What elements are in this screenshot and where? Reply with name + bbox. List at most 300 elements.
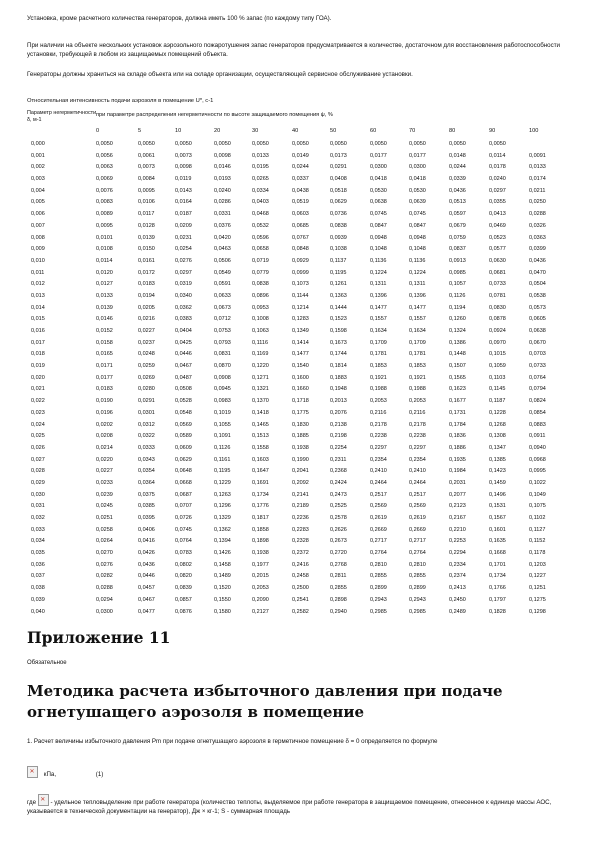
- table-cell: 0,1921: [409, 374, 426, 381]
- table-cell: 0,0783: [175, 550, 192, 557]
- row-param-cell: 0,016: [31, 328, 45, 334]
- table-cell: 0,0288: [96, 585, 113, 592]
- table-row: [0, 374, 595, 386]
- table-cell: 0,0343: [138, 456, 155, 463]
- table-cell: 0,1152: [529, 538, 546, 545]
- table-cell: 0,2354: [409, 456, 426, 463]
- row-param-cell: 0,024: [31, 421, 45, 428]
- table-cell: 0,0759: [449, 234, 466, 241]
- table-cell: 0,1988: [409, 386, 426, 393]
- table-cell: 0,1275: [529, 596, 546, 603]
- table-cell: 0,0150: [138, 246, 155, 253]
- table-cell: 0,1513: [252, 433, 269, 440]
- row-param-cell: 0,015: [31, 316, 45, 323]
- table-cell: 0,0532: [252, 222, 269, 229]
- paragraph-storage: Генераторы должны храниться на складе объекта или на складе организации, осуществляющей сервисное обслуживание установки.: [27, 71, 413, 78]
- table-cell: 0,0403: [252, 199, 269, 206]
- table-cell: 0,0638: [529, 328, 546, 334]
- table-cell: 0,0591: [214, 281, 231, 288]
- row-param-cell: 0,001: [31, 152, 45, 159]
- row-param-cell: 0,017: [31, 339, 45, 346]
- table-cell: 0,0629: [175, 456, 192, 463]
- table-cell: 0,2458: [292, 573, 309, 580]
- table-cell: 0,2985: [370, 608, 387, 615]
- table-cell: 0,0254: [175, 246, 192, 253]
- table-cell: 0,0406: [138, 526, 155, 533]
- table-cell: 0,1781: [370, 351, 387, 358]
- table-cell: 0,1580: [214, 608, 231, 615]
- table-cell: 0,0337: [292, 176, 309, 183]
- table-cell: 0,1386: [449, 339, 466, 346]
- table-row: [0, 572, 595, 584]
- table-cell: 0,0970: [489, 339, 506, 346]
- table-row: [0, 432, 595, 444]
- table-cell: 0,0467: [138, 596, 155, 603]
- table-cell: 0,2673: [330, 538, 347, 545]
- table-cell: 0,0847: [370, 222, 387, 229]
- row-param-cell: 0,002: [31, 164, 45, 171]
- table-cell: 0,0073: [175, 152, 192, 159]
- table-cell: 0,2898: [330, 596, 347, 603]
- table-cell: 0,0098: [214, 152, 231, 159]
- table-cell: 0,2013: [330, 398, 347, 405]
- row-param-cell: 0,020: [31, 374, 45, 381]
- table-cell: 0,0127: [96, 281, 113, 288]
- table-cell: 0,0399: [529, 246, 546, 253]
- table-cell: 0,2619: [370, 515, 387, 521]
- table-cell: 0,0870: [214, 363, 231, 370]
- table-cell: 0,0736: [330, 211, 347, 218]
- table-cell: 0,1558: [252, 444, 269, 451]
- table-row: [0, 549, 595, 561]
- row-param-cell: 0,028: [31, 468, 45, 475]
- table-cell: 0,1766: [489, 585, 506, 592]
- table-cell: 0,0174: [529, 176, 546, 183]
- table-cell: 0,0418: [409, 176, 426, 183]
- table-cell: 0,1127: [529, 526, 546, 533]
- table-cell: 0,0940: [529, 444, 546, 451]
- table-cell: 0,0519: [292, 199, 309, 206]
- table-cell: 0,1603: [252, 456, 269, 463]
- table-cell: 0,0133: [96, 292, 113, 299]
- table-cell: 0,0589: [175, 433, 192, 440]
- table-cell: 0,2116: [370, 409, 387, 416]
- table-cell: 0,1781: [409, 351, 426, 358]
- table-cell: 0,1324: [449, 328, 466, 334]
- column-header: 100: [529, 128, 539, 134]
- column-header: 30: [252, 128, 259, 134]
- table-row: [0, 152, 595, 164]
- table-cell: 0,0300: [409, 164, 426, 171]
- table-cell: 0,0518: [330, 187, 347, 194]
- table-cell: 0,2473: [330, 491, 347, 498]
- table-cell: 0,0106: [138, 199, 155, 206]
- table-cell: 0,1103: [489, 374, 506, 381]
- row-param-cell: 0,039: [31, 596, 45, 603]
- table-cell: 0,0139: [96, 304, 113, 311]
- table-cell: 0,2500: [292, 585, 309, 592]
- table-cell: 0,1701: [489, 561, 506, 568]
- table-row: [0, 327, 595, 339]
- table-cell: 0,0245: [96, 503, 113, 510]
- table-cell: 0,1091: [214, 433, 231, 440]
- table-cell: 0,1709: [409, 339, 426, 346]
- table-cell: 0,1396: [370, 292, 387, 299]
- table-cell: 0,1362: [214, 526, 231, 533]
- table-cell: 0,0050: [449, 141, 466, 147]
- table-cell: 0,0469: [489, 222, 506, 229]
- table-cell: 0,0596: [252, 234, 269, 241]
- table-cell: 0,2464: [409, 479, 426, 486]
- table-cell: 0,0193: [214, 176, 231, 183]
- table-cell: 0,0876: [175, 608, 192, 615]
- table-cell: 0,0878: [489, 316, 506, 323]
- table-cell: 0,2489: [449, 608, 466, 615]
- table-cell: 0,0837: [449, 246, 466, 253]
- table-cell: 0,0436: [449, 187, 466, 194]
- table-cell: 0,0733: [489, 281, 506, 288]
- table-cell: 0,2178: [370, 421, 387, 428]
- table-cell: 0,1921: [370, 374, 387, 381]
- table-cell: 0,0630: [489, 257, 506, 264]
- table-cell: 0,0569: [175, 421, 192, 428]
- table-cell: 0,0056: [96, 152, 113, 159]
- table-cell: 0,0679: [449, 222, 466, 229]
- formula-unit: кПа,: [43, 771, 57, 778]
- table-cell: 0,0280: [138, 386, 155, 393]
- row-param-cell: 0,040: [31, 608, 45, 615]
- table-cell: 0,1634: [409, 328, 426, 334]
- table-cell: 0,0468: [252, 211, 269, 218]
- table-cell: 0,0083: [96, 199, 113, 206]
- table-cell: 0,0288: [529, 211, 546, 218]
- table-cell: 0,2810: [409, 561, 426, 568]
- table-cell: 0,0767: [292, 234, 309, 241]
- table-cell: 0,0687: [175, 491, 192, 498]
- table-cell: 0,2141: [292, 491, 309, 498]
- table-cell: 0,0605: [529, 316, 546, 323]
- table-cell: 0,0211: [529, 187, 546, 194]
- table-cell: 0,2899: [409, 585, 426, 592]
- table-cell: 0,0985: [449, 269, 466, 276]
- table-row: [0, 421, 595, 433]
- table-cell: 0,0395: [138, 515, 155, 521]
- table-row: [0, 596, 595, 608]
- table-cell: 0,2943: [409, 596, 426, 603]
- table-cell: 0,0929: [292, 257, 309, 264]
- table-cell: 0,0948: [370, 234, 387, 241]
- table-cell: 0,0883: [529, 421, 546, 428]
- table-cell: 0,1673: [330, 339, 347, 346]
- row-param-cell: 0,022: [31, 398, 45, 405]
- table-cell: 0,1459: [489, 479, 506, 486]
- table-cell: 0,0726: [175, 515, 192, 521]
- row-param-cell: 0,005: [31, 199, 45, 206]
- table-cell: 0,0802: [175, 561, 192, 568]
- table-row: [0, 163, 595, 175]
- table-cell: 0,2768: [330, 561, 347, 568]
- table-cell: 0,0438: [292, 187, 309, 194]
- table-row: [0, 362, 595, 374]
- table-cell: 0,0838: [330, 222, 347, 229]
- row-param-cell: 0,007: [31, 222, 45, 229]
- table-cell: 0,0128: [138, 222, 155, 229]
- row-param-cell: 0,029: [31, 479, 45, 486]
- table-cell: 0,0195: [252, 164, 269, 171]
- table-cell: 0,1984: [449, 468, 466, 475]
- table-cell: 0,1311: [409, 281, 426, 288]
- table-cell: 0,1988: [370, 386, 387, 393]
- table-cell: 0,0983: [214, 398, 231, 405]
- table-cell: 0,0208: [96, 433, 113, 440]
- table-cell: 0,0120: [96, 269, 113, 276]
- row-param-cell: 0,018: [31, 351, 45, 358]
- table-cell: 0,1709: [370, 339, 387, 346]
- table-cell: 0,0830: [489, 304, 506, 311]
- row-param-cell: 0,019: [31, 363, 45, 370]
- table-cell: 0,0363: [529, 234, 546, 241]
- table-cell: 0,0745: [409, 211, 426, 218]
- table-cell: 0,1557: [370, 316, 387, 323]
- table-cell: 0,0297: [489, 187, 506, 194]
- table-cell: 0,1263: [214, 491, 231, 498]
- table-cell: 0,1565: [449, 374, 466, 381]
- table-cell: 0,1520: [214, 585, 231, 592]
- table-cell: 0,0237: [138, 339, 155, 346]
- table-cell: 0,0670: [529, 339, 546, 346]
- table-cell: 0,2416: [292, 561, 309, 568]
- table-cell: 0,0050: [292, 141, 309, 147]
- table-cell: 0,0416: [138, 538, 155, 545]
- symbol-image-icon: [38, 794, 49, 806]
- table-cell: 0,0244: [449, 164, 466, 171]
- table-cell: 0,0291: [330, 164, 347, 171]
- appendix-title: Приложение 11: [27, 628, 171, 647]
- table-cell: 0,0139: [138, 234, 155, 241]
- table-cell: 0,2328: [292, 538, 309, 545]
- table-cell: 0,0824: [529, 398, 546, 405]
- table-cell: 0,0355: [489, 199, 506, 206]
- table-row: [0, 210, 595, 222]
- table-cell: 0,0108: [96, 246, 113, 253]
- table-cell: 0,1311: [370, 281, 387, 288]
- table-cell: 0,1883: [330, 374, 347, 381]
- table-cell: 0,0603: [292, 211, 309, 218]
- column-header: 90: [489, 128, 496, 134]
- table-cell: 0,1187: [489, 398, 506, 405]
- table-cell: 0,0251: [96, 515, 113, 521]
- table-cell: 0,2178: [409, 421, 426, 428]
- table-cell: 0,1228: [489, 409, 506, 416]
- table-cell: 0,2077: [449, 491, 466, 498]
- table-cell: 0,2541: [292, 596, 309, 603]
- row-param-cell: 0,026: [31, 444, 45, 451]
- table-cell: 0,0857: [175, 596, 192, 603]
- table-cell: 0,1660: [292, 386, 309, 393]
- table-cell: 0,1203: [529, 561, 546, 568]
- row-param-cell: 0,037: [31, 573, 45, 580]
- table-row: [0, 608, 595, 620]
- table-cell: 0,1298: [529, 608, 546, 615]
- paragraph-reserve: Установка, кроме расчетного количества генераторов, должна иметь 100 % запас (по каждому типу ГОА).: [27, 15, 332, 22]
- table-cell: 0,0685: [292, 222, 309, 229]
- table-cell: 0,2090: [252, 596, 269, 603]
- table-cell: 0,0050: [252, 141, 269, 147]
- table-cell: 0,2619: [409, 515, 426, 521]
- table-cell: 0,1268: [489, 421, 506, 428]
- table-cell: 0,0177: [409, 152, 426, 159]
- table-cell: 0,0084: [138, 176, 155, 183]
- table-cell: 0,1776: [252, 503, 269, 510]
- table-cell: 0,0050: [370, 141, 387, 147]
- table-row: [0, 140, 595, 152]
- formula-line: [27, 766, 103, 778]
- table-cell: 0,1418: [252, 409, 269, 416]
- table-cell: 0,2424: [330, 479, 347, 486]
- table-cell: 0,2810: [370, 561, 387, 568]
- table-cell: 0,2517: [370, 491, 387, 498]
- table-cell: 0,0364: [138, 479, 155, 486]
- row-param-cell: 0,009: [31, 246, 45, 253]
- table-cell: 0,0269: [138, 374, 155, 381]
- table-cell: 0,0376: [214, 222, 231, 229]
- table-cell: 0,0301: [138, 409, 155, 416]
- table-cell: 0,1224: [409, 269, 426, 276]
- table-row: [0, 584, 595, 596]
- table-cell: 0,0793: [214, 339, 231, 346]
- table-cell: 0,0597: [449, 211, 466, 218]
- table-cell: 0,2943: [370, 596, 387, 603]
- table-cell: 0,0073: [138, 164, 155, 171]
- table-cell: 0,1550: [214, 596, 231, 603]
- table-cell: 0,1251: [529, 585, 546, 592]
- paragraph-multiple-units: При наличии на объекте нескольких установок аэрозольного пожаротушения запас генераторов предусматривается в количестве, достаточном для восстановления работоспособности установки, требующей в любом из защищаемых помещений объекта.: [27, 42, 560, 58]
- table-cell: 0,1477: [292, 351, 309, 358]
- table-cell: 0,1458: [214, 561, 231, 568]
- table-row: [0, 537, 595, 549]
- table-cell: 0,0638: [370, 199, 387, 206]
- table-row: [0, 385, 595, 397]
- table-cell: 0,0339: [449, 176, 466, 183]
- table-cell: 0,0948: [409, 234, 426, 241]
- table-cell: 0,1814: [330, 363, 347, 370]
- table-cell: 0,1938: [292, 444, 309, 451]
- table-cell: 0,2311: [330, 456, 347, 463]
- table-cell: 0,1161: [214, 456, 231, 463]
- table-cell: 0,1169: [252, 351, 269, 358]
- table-cell: 0,0171: [96, 363, 113, 370]
- table-cell: 0,1178: [529, 550, 546, 557]
- table-cell: 0,1194: [449, 304, 466, 311]
- table-cell: 0,0375: [138, 491, 155, 498]
- table-cell: 0,0668: [175, 479, 192, 486]
- table-cell: 0,1540: [292, 363, 309, 370]
- table-cell: 0,0050: [175, 141, 192, 147]
- table-cell: 0,1477: [409, 304, 426, 311]
- table-cell: 0,1296: [214, 503, 231, 510]
- table-cell: 0,0908: [214, 374, 231, 381]
- table-cell: 0,0240: [489, 176, 506, 183]
- table-cell: 0,1507: [449, 363, 466, 370]
- table-cell: 0,0470: [529, 269, 546, 276]
- table-cell: 0,0839: [175, 585, 192, 592]
- table-cell: 0,0050: [96, 141, 113, 147]
- table-row: [0, 502, 595, 514]
- table-cell: 0,1600: [292, 374, 309, 381]
- table-cell: 0,1731: [449, 409, 466, 416]
- table-cell: 0,0114: [489, 152, 506, 159]
- table-cell: 0,0231: [175, 234, 192, 241]
- table-cell: 0,1886: [449, 444, 466, 451]
- table-cell: 0,2053: [252, 585, 269, 592]
- table-cell: 0,1049: [529, 491, 546, 498]
- table-cell: 0,1220: [252, 363, 269, 370]
- table-cell: 0,1836: [449, 433, 466, 440]
- table-cell: 0,2238: [370, 433, 387, 440]
- table-cell: 0,0276: [96, 561, 113, 568]
- table-row: [0, 467, 595, 479]
- table-row: [0, 491, 595, 503]
- table-cell: 0,2127: [252, 608, 269, 615]
- table-cell: 0,0504: [529, 281, 546, 288]
- table-cell: 0,0896: [252, 292, 269, 299]
- table-cell: 0,1057: [449, 281, 466, 288]
- table-cell: 0,0968: [529, 456, 546, 463]
- table-cell: 0,1394: [214, 538, 231, 545]
- table-cell: 0,0658: [252, 246, 269, 253]
- table-cell: 0,2294: [449, 550, 466, 557]
- table-cell: 0,1144: [292, 292, 309, 299]
- table-cell: 0,0164: [175, 199, 192, 206]
- table-cell: 0,1853: [409, 363, 426, 370]
- table-row: [0, 339, 595, 351]
- column-header: 50: [330, 128, 337, 134]
- table-cell: 0,0436: [138, 561, 155, 568]
- table-cell: 0,0227: [96, 468, 113, 475]
- table-cell: 0,1347: [489, 444, 506, 451]
- table-cell: 0,1531: [489, 503, 506, 510]
- table-cell: 0,1828: [489, 608, 506, 615]
- table-cell: 0,2210: [449, 526, 466, 533]
- table-row: [0, 280, 595, 292]
- table-row: [0, 234, 595, 246]
- table-cell: 0,2569: [370, 503, 387, 510]
- column-header: 80: [449, 128, 456, 134]
- table-cell: 0,0446: [138, 573, 155, 580]
- row-param-cell: 0,035: [31, 550, 45, 557]
- table-cell: 0,0420: [214, 234, 231, 241]
- table-cell: 0,0270: [96, 550, 113, 557]
- table-cell: 0,0528: [175, 398, 192, 405]
- table-body: [0, 140, 595, 619]
- paragraph-definitions: [27, 794, 567, 816]
- table-cell: 0,0573: [529, 304, 546, 311]
- table-cell: 0,2123: [449, 503, 466, 510]
- table-cell: 0,0240: [214, 187, 231, 194]
- table-cell: 0,0820: [175, 573, 192, 580]
- table-cell: 0,0639: [409, 199, 426, 206]
- table-cell: 0,0707: [175, 503, 192, 510]
- table-cell: 0,0300: [370, 164, 387, 171]
- table-cell: 0,2855: [409, 573, 426, 580]
- table-cell: 0,2283: [292, 526, 309, 533]
- row-param-cell: 0,014: [31, 304, 45, 311]
- table-cell: 0,0457: [138, 585, 155, 592]
- table-cell: 0,0183: [96, 386, 113, 393]
- table-cell: 0,0939: [330, 234, 347, 241]
- table-cell: 0,0294: [96, 596, 113, 603]
- formula-image-icon: [27, 766, 38, 778]
